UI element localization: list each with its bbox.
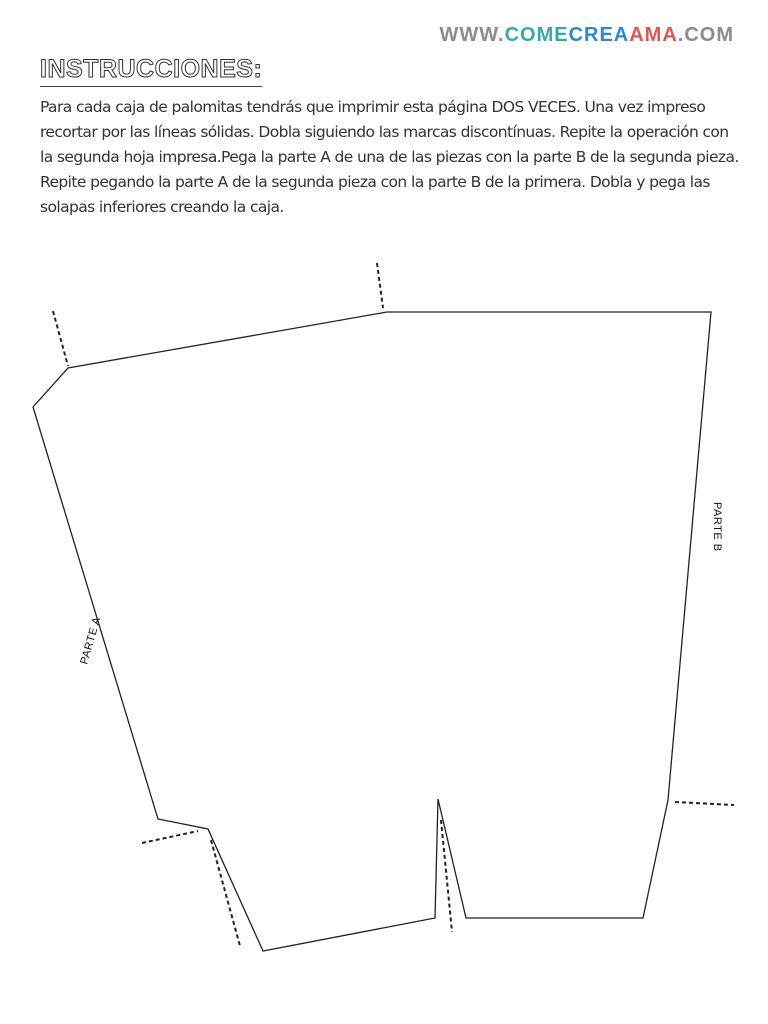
page-title: INSTRUCCIONES: — [40, 55, 262, 87]
fold-mark-top-left — [53, 311, 68, 366]
url-come: COME — [504, 24, 569, 46]
label-parte-b: PARTE B — [711, 502, 723, 552]
instructions-text: Para cada caja de palomitas tendrás que imprimir esta página DOS VECES. Una vez impreso recortar por las líneas sólidas. Dobla siguiendo las marcas discontínuas. Repite la operación con la segunda hoja impresa.Pega la parte A de una de las piezas con la parte B de la segunda pieza. Repite pegando la parte A de la segunda pieza con la parte B de la primera. Dobla y pega las solapas inferiores creando la caja. — [40, 98, 739, 216]
fold-mark-bottom-left-side — [211, 840, 240, 946]
fold-mark-bottom-left-flap — [142, 831, 198, 843]
cut-outline — [33, 312, 711, 951]
fold-mark-top-center — [377, 263, 383, 308]
label-parte-a: PARTE A — [78, 615, 104, 666]
fold-mark-right — [675, 802, 734, 805]
url-crea: CREA — [568, 24, 630, 46]
url-com: .COM — [677, 24, 734, 46]
url-www: WWW. — [439, 24, 505, 46]
url-ama: AMA — [629, 24, 678, 46]
